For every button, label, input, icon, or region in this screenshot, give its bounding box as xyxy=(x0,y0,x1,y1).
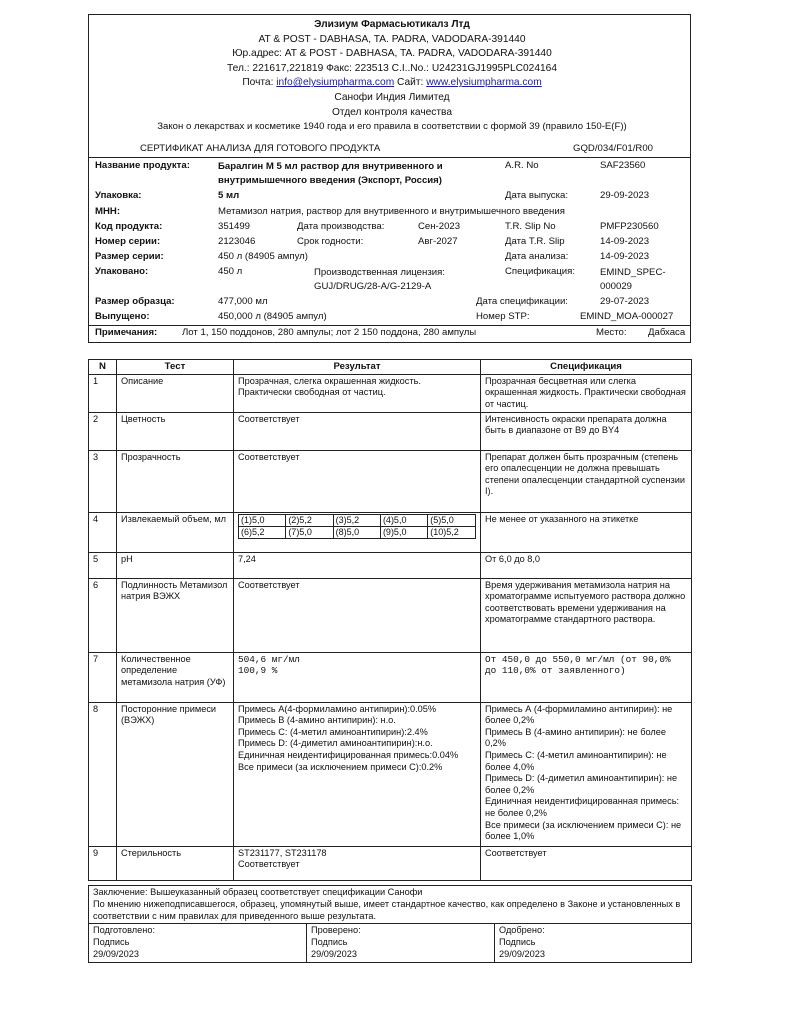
pack-label: Упаковка: xyxy=(95,190,142,201)
row-number: 9 xyxy=(89,846,117,880)
table-row xyxy=(89,552,692,578)
tr-date-label: Дата T.R. Slip xyxy=(505,236,565,247)
col-header-result: Результат xyxy=(234,360,481,375)
results-table xyxy=(88,359,692,881)
certificate-title: СЕРТИФИКАТ АНАЛИЗА ДЛЯ ГОТОВОГО ПРОДУКТА xyxy=(140,143,381,154)
row-number: 1 xyxy=(89,374,117,412)
test-result: 504,6 мг/мл 100,9 % xyxy=(234,652,481,702)
conclusion-text: Заключение: Вышеуказанный образец соответствует спецификации Санофи xyxy=(93,887,423,897)
approved-label: Одобрено: xyxy=(499,925,545,936)
contact-line xyxy=(92,76,692,91)
prepared-sign: Подпись xyxy=(93,937,130,948)
released-label: Выпущено: xyxy=(95,311,150,322)
batch-value: 2123046 xyxy=(218,236,256,247)
approved-date: 29/09/2023 xyxy=(499,948,545,959)
analysis-date-value: 14-09-2023 xyxy=(600,251,650,262)
test-result: Прозрачная, слегка окрашенная жидкость. Практически свободная от частиц. xyxy=(234,374,481,412)
mfg-date-value: Сен-2023 xyxy=(418,221,461,232)
row-number: 6 xyxy=(89,578,117,652)
volume-cell: (9)5,0 xyxy=(380,526,427,538)
checked-label: Проверено: xyxy=(311,925,361,936)
website-link[interactable]: www.elysiumpharma.com xyxy=(426,77,542,89)
prepared-cell xyxy=(89,924,307,962)
checked-date: 29/09/2023 xyxy=(311,948,357,959)
table-row xyxy=(89,374,692,412)
issue-date-label: Дата выпуска: xyxy=(505,190,568,201)
test-result: Примесь А(4-формиламино антипирин):0.05% Примесь В (4-амино антипирин): н.о. Примесь С: (4-метил аминоантипирин):2.4% Примесь D: (4-диметил аминоантипирин):н.о. Единичная неидентифицированная примесь:0.04% Все примеси (за исключением примеси С):0.2% xyxy=(234,702,481,846)
legal-address: Юр.адрес: AT & POST - DABHASA, TA. PADRA, VADODARA-391440 xyxy=(232,48,552,60)
test-name: Цветность xyxy=(117,412,234,450)
letterhead xyxy=(92,18,692,135)
table-row xyxy=(89,652,692,702)
opinion-text: По мнению нижеподписавшегося, образец, упомянутый выше, имеет стандартное качество, как определено в Законе и установленных в соответствии с ним правилах для приведенного выше результата. xyxy=(93,898,681,921)
info-divider xyxy=(88,325,691,326)
email-link[interactable]: info@elysiumpharma.com xyxy=(276,77,395,89)
table-header-row xyxy=(89,360,692,375)
test-spec: Время удерживания метамизола натрия на хроматограмме испытуемого раствора должно соответствовать времени удерживания на хроматограмме стандартного раствора. xyxy=(481,578,692,652)
prepared-date: 29/09/2023 xyxy=(93,948,139,959)
test-spec: Интенсивность окраски препарата должна быть в диапазоне от B9 до BY4 xyxy=(481,412,692,450)
inn-label: МНН: xyxy=(95,206,121,217)
volume-grid xyxy=(238,514,476,539)
test-name: pH xyxy=(117,552,234,578)
volume-cell: (6)5,2 xyxy=(239,526,286,538)
ar-label: A.R. No xyxy=(505,160,539,171)
conclusion-table xyxy=(88,885,692,963)
spec-date-label: Дата спецификации: xyxy=(476,296,568,307)
volume-cell: (10)5,2 xyxy=(428,526,476,538)
issue-date-value: 29-09-2023 xyxy=(600,190,650,201)
department-name: Отдел контроля качества xyxy=(331,106,453,118)
col-header-n: N xyxy=(89,360,117,375)
test-spec: Прозрачная бесцветная или слегка окрашенная жидкость. Практически свободная от частиц. xyxy=(481,374,692,412)
place-value: Дабхаса xyxy=(648,327,686,338)
row-number: 3 xyxy=(89,450,117,512)
product-value: Баралгин М 5 мл раствор для внутривенного и внутримышечного введения (Экспорт, Россия) xyxy=(218,161,443,186)
test-name: Количественное определение метамизола натрия (УФ) xyxy=(117,652,234,702)
inn-value: Метамизол натрия, раствор для внутривенного и внутримышечного введения xyxy=(218,206,565,217)
batch-size-value: 450 л (84905 ампул) xyxy=(218,251,308,262)
expiry-value: Авг-2027 xyxy=(418,236,458,247)
test-result: Соответствует xyxy=(234,578,481,652)
mfg-date-label: Дата производства: xyxy=(297,221,385,232)
place-label: Место: xyxy=(596,327,627,338)
spec-label: Спецификация: xyxy=(505,266,576,277)
analysis-date-label: Дата анализа: xyxy=(505,251,569,262)
notes-value: Лот 1, 150 поддонов, 280 ампулы; лот 2 150 поддона, 280 ампулы xyxy=(182,327,477,338)
test-spec: От 6,0 до 8,0 xyxy=(481,552,692,578)
stp-value: EMIND_MOA-000027 xyxy=(580,311,674,322)
batch-size-label: Размер серии: xyxy=(95,251,164,262)
test-result xyxy=(234,512,481,552)
test-name: Подлинность Метамизол натрия ВЭЖХ xyxy=(117,578,234,652)
row-number: 4 xyxy=(89,512,117,552)
tr-date-value: 14-09-2023 xyxy=(600,236,650,247)
product-label: Название продукта: xyxy=(95,160,190,171)
client-name: Санофи Индия Лимитед xyxy=(334,91,450,103)
prepared-label: Подготовлено: xyxy=(93,925,156,936)
row-number: 5 xyxy=(89,552,117,578)
company-name: Элизиум Фармасьютикалз Лтд xyxy=(314,19,470,30)
table-row xyxy=(89,702,692,846)
notes-label: Примечания: xyxy=(95,327,158,338)
test-name: Прозрачность xyxy=(117,450,234,512)
sample-value: 477,000 мл xyxy=(218,296,268,307)
code-value: 351499 xyxy=(218,221,251,232)
test-result: Соответствует xyxy=(234,450,481,512)
tr-slip-value: PMFP230560 xyxy=(600,221,659,232)
col-header-spec: Спецификация xyxy=(481,360,692,375)
volume-cell: (3)5,2 xyxy=(333,514,380,526)
packed-label: Упаковано: xyxy=(95,266,149,277)
sample-label: Размер образца: xyxy=(95,296,175,307)
table-row xyxy=(89,450,692,512)
table-row xyxy=(89,512,692,552)
expiry-label: Срок годности: xyxy=(297,236,364,247)
code-label: Код продукта: xyxy=(95,221,163,232)
approved-sign: Подпись xyxy=(499,937,536,948)
approved-cell xyxy=(495,924,692,962)
volume-cell: (2)5,2 xyxy=(286,514,333,526)
row-number: 8 xyxy=(89,702,117,846)
company-address: AT & POST - DABHASA, TA. PADRA, VADODARA-391440 xyxy=(258,33,526,45)
license-text: Производственная лицензия: GUJ/DRUG/28-A/G-2129-A xyxy=(314,267,445,292)
law-reference: Закон о лекарствах и косметике 1940 года и его правила в соответствии с формой 39 (правило 150-E(F)) xyxy=(157,121,627,133)
test-result: 7,24 xyxy=(234,552,481,578)
volume-cell: (4)5,0 xyxy=(380,514,427,526)
site-label: Сайт: xyxy=(394,77,427,89)
test-spec: От 450,0 до 550,0 мг/мл (от 90,0% до 110,0% от заявленного) xyxy=(481,652,692,702)
row-number: 2 xyxy=(89,412,117,450)
document-code: GQD/034/F01/R00 xyxy=(573,143,653,154)
test-spec: Не менее от указанного на этикетке xyxy=(481,512,692,552)
test-result: Соответствует xyxy=(234,412,481,450)
batch-label: Номер серии: xyxy=(95,236,161,247)
volume-cell: (1)5,0 xyxy=(239,514,286,526)
mail-label: Почта: xyxy=(242,77,277,89)
volume-cell: (5)5,0 xyxy=(428,514,476,526)
checked-sign: Подпись xyxy=(311,937,348,948)
checked-cell xyxy=(307,924,495,962)
stp-label: Номер STP: xyxy=(476,311,530,322)
spec-value: EMIND_SPEC-000029 xyxy=(600,267,666,292)
row-number: 7 xyxy=(89,652,117,702)
conclusion-cell xyxy=(89,886,692,924)
col-header-test: Тест xyxy=(117,360,234,375)
volume-cell: (7)5,0 xyxy=(286,526,333,538)
test-name: Описание xyxy=(117,374,234,412)
table-row xyxy=(89,578,692,652)
table-row xyxy=(89,412,692,450)
pack-value: 5 мл xyxy=(218,190,240,201)
spec-date-value: 29-07-2023 xyxy=(600,296,650,307)
released-value: 450,000 л (84905 ампул) xyxy=(218,311,327,322)
ar-value: SAF23560 xyxy=(600,160,646,171)
tr-slip-label: T.R. Slip No xyxy=(505,221,556,232)
test-result: ST231177, ST231178 Соответствует xyxy=(234,846,481,880)
volume-cell: (8)5,0 xyxy=(333,526,380,538)
test-name: Извлекаемый объем, мл xyxy=(117,512,234,552)
test-name: Посторонние примеси (ВЭЖХ) xyxy=(117,702,234,846)
test-name: Стерильность xyxy=(117,846,234,880)
test-spec: Соответствует xyxy=(481,846,692,880)
packed-value: 450 л xyxy=(218,266,243,277)
table-row xyxy=(89,846,692,880)
phone-line: Тел.: 221617,221819 Факс: 223513 C.I..No.: U24231GJ1995PLC024164 xyxy=(227,62,557,74)
test-spec: Примесь А (4-формиламино антипирин): не более 0,2% Примесь В (4-амино антипирин): не более 0,2% Примесь С: (4-метил аминоантипирин): не более 4,0% Примесь D: (4-диметил аминоантипирин): не более 0,2% Единичная неидентифицированная примесь: не более 0,2% Все примеси (за исключением примеси С): не более 1,0% xyxy=(481,702,692,846)
test-spec: Препарат должен быть прозрачным (степень его опалесценции не должна превышать степени опалесценции стандартной суспензии I). xyxy=(481,450,692,512)
